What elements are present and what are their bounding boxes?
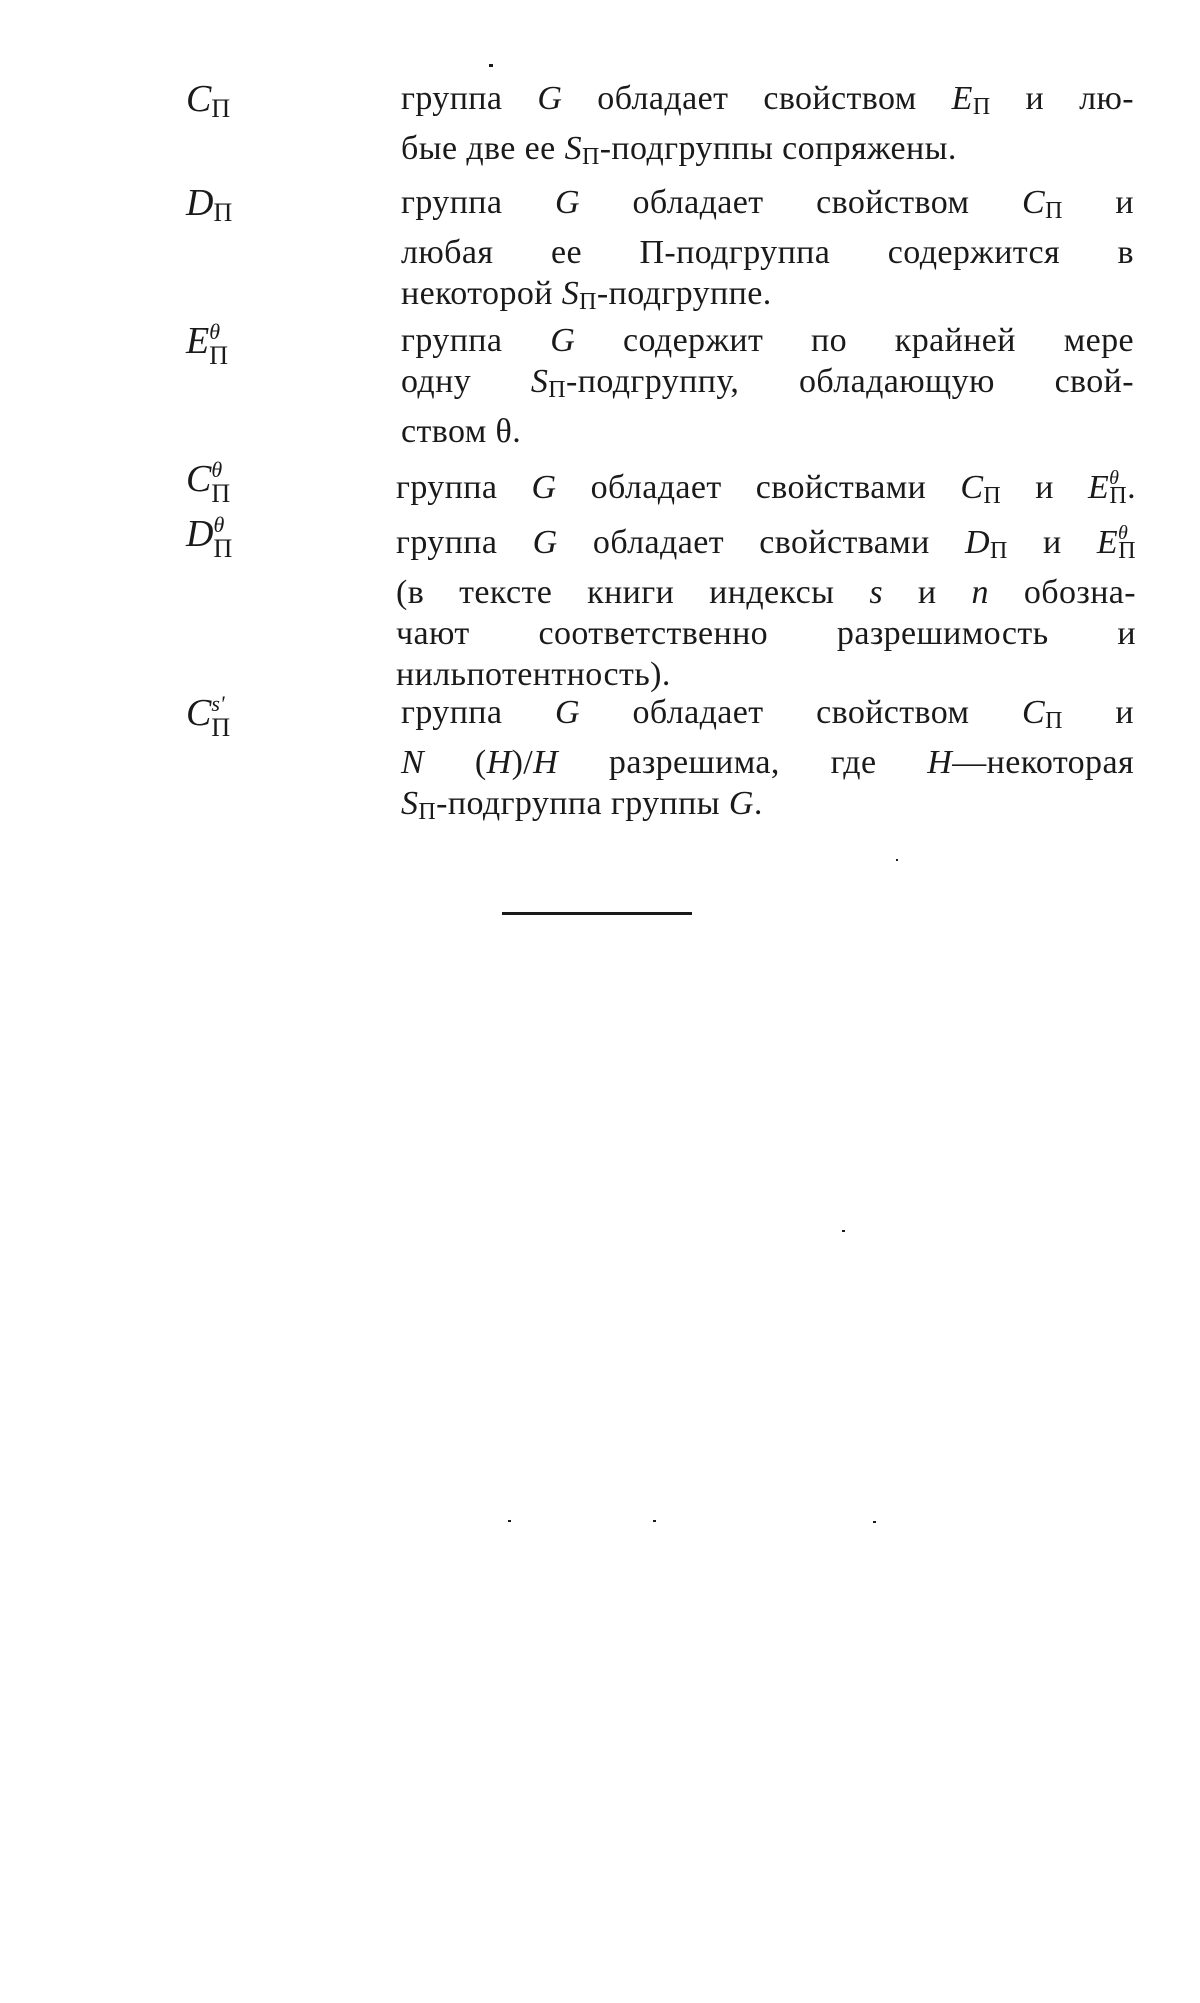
symbol-c-s-prime-pi: C s' П <box>186 691 231 742</box>
definition-text <box>401 320 1134 452</box>
definition-line: некоторой SП-подгруппе. <box>401 275 772 315</box>
symbol-d-theta-pi: D θ П <box>186 512 233 563</box>
symbol-d-pi: $D_П$ <box>186 182 233 227</box>
definition-text <box>396 458 1136 517</box>
print-speck <box>489 64 493 67</box>
definition-line: группа G обладает свойством CП и <box>401 184 1134 224</box>
print-speck <box>842 1230 845 1232</box>
definition-line: группа G обладает свойством EП и лю- <box>401 80 1134 120</box>
closing-rule <box>502 912 692 915</box>
definition-line: чают соответственно разрешимость и <box>396 615 1136 652</box>
definition-line: одну SП-подгруппу, обладающую свой- <box>401 363 1134 403</box>
definition-text <box>401 182 1134 323</box>
definition-line: группа G содержит по крайней мере <box>401 322 1134 359</box>
definition-line: нильпотентность). <box>396 656 671 693</box>
definition-line: любая ее П-подгруппа содержится в <box>401 234 1134 271</box>
definition-line: группа G обладает свойствами DП и $E^\theta П$ <box>396 522 1136 564</box>
definition-line: N (H)/H разрешима, где H—некоторая <box>401 744 1134 781</box>
definition-line: группа G обладает свойствами CП и $E^\theta П$. <box>396 467 1137 509</box>
print-speck <box>508 1520 511 1522</box>
definition-line: (в тексте книги индексы s и n обозна- <box>396 574 1137 611</box>
print-speck <box>896 859 898 861</box>
symbol-c-pi: $C_П$ <box>186 78 231 123</box>
definition-line: бые две ее SП-подгруппы сопряжены. <box>401 130 957 170</box>
symbol-e-theta-pi: E θ П <box>186 319 228 370</box>
definition-text <box>401 692 1134 833</box>
definition-text <box>396 513 1136 695</box>
print-speck <box>653 1520 656 1522</box>
symbol-c-theta-pi: C θ П <box>186 457 231 508</box>
definition-line: SП-подгруппа группы G. <box>401 785 763 825</box>
definition-line: группа G обладает свойством CП и <box>401 694 1134 734</box>
definition-line: ством θ. <box>401 413 522 450</box>
print-speck <box>873 1521 876 1523</box>
definition-text <box>401 78 1134 178</box>
